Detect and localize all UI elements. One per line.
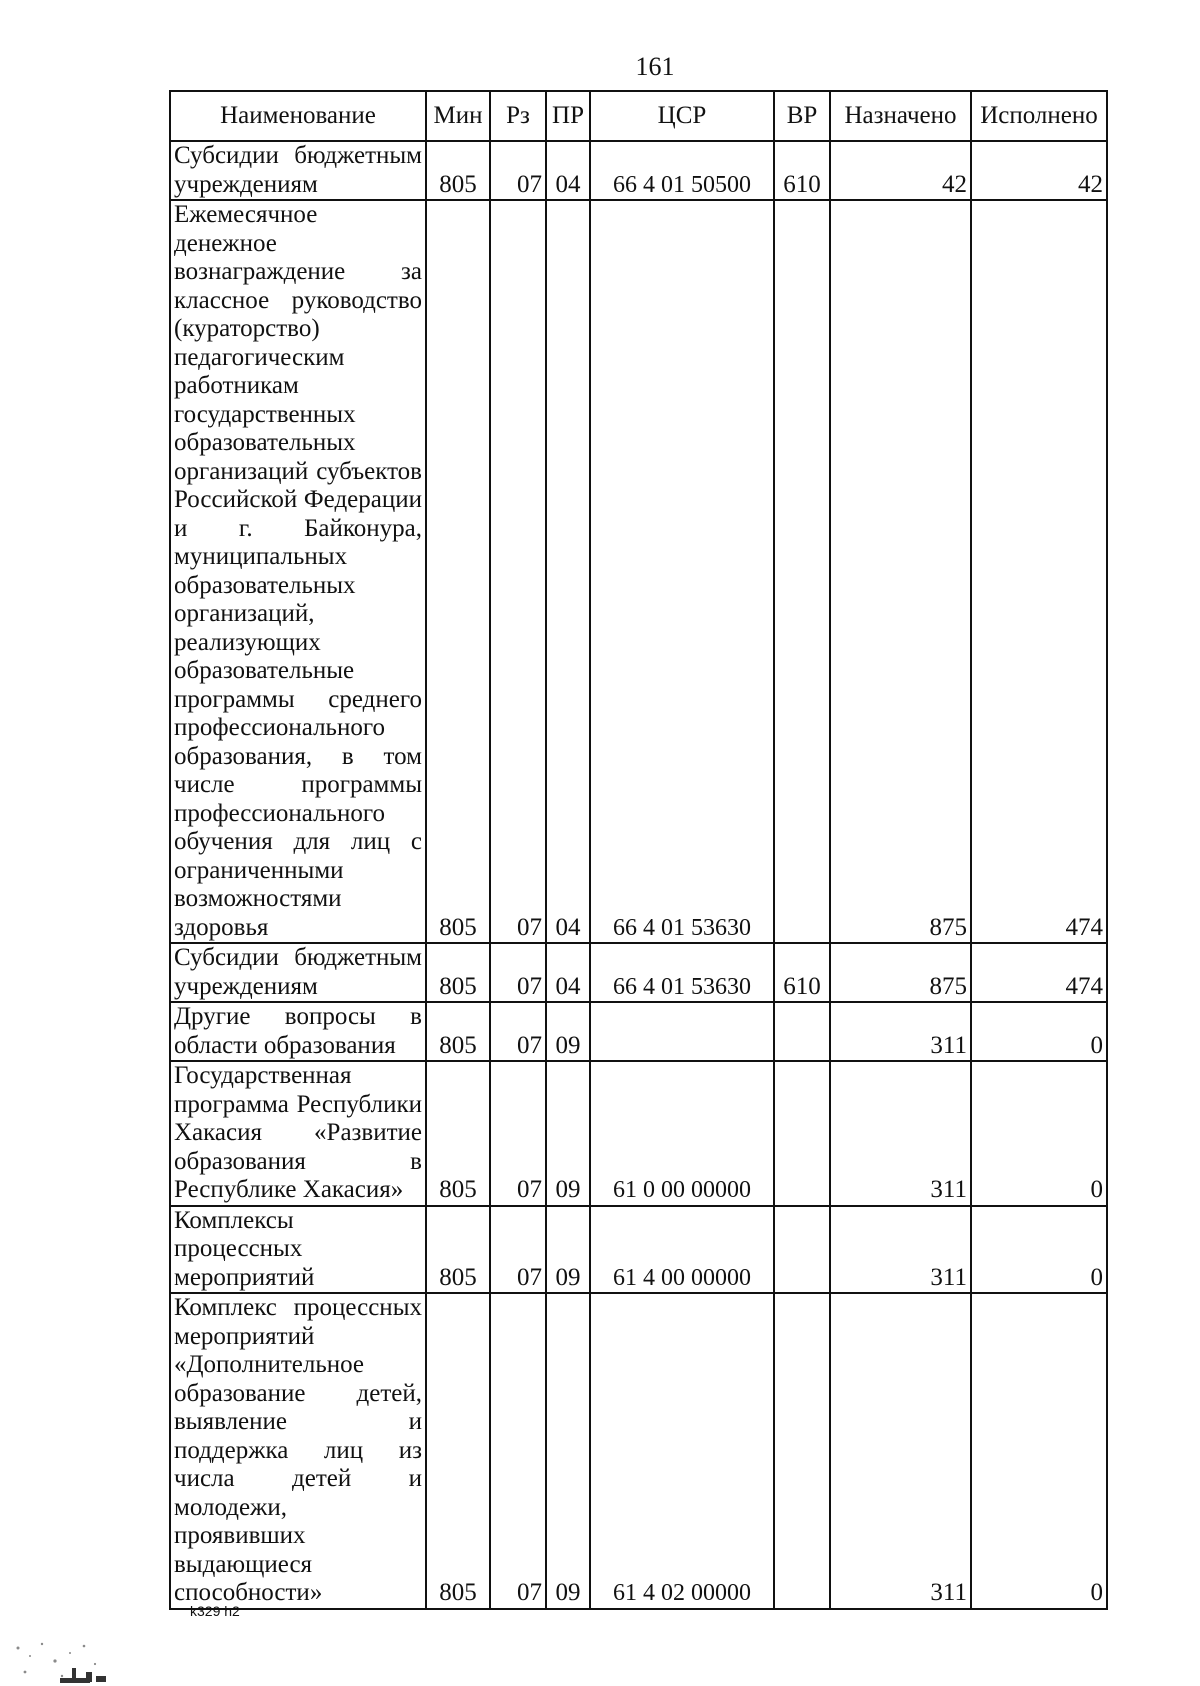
row-pr: 04 [546,943,590,1002]
row-pr: 09 [546,1206,590,1294]
row-vr: 610 [774,943,830,1002]
row-name: Комплексы процессных мероприятий [170,1206,426,1294]
row-pr: 09 [546,1061,590,1206]
row-executed: 42 [971,141,1107,200]
row-vr [774,1061,830,1206]
row-csr: 61 4 00 00000 [590,1206,774,1294]
row-vr: 610 [774,141,830,200]
table-row [170,200,1107,943]
row-assigned: 311 [830,1002,971,1061]
row-pr: 09 [546,1293,590,1609]
row-min: 805 [426,1061,490,1206]
row-pr: 04 [546,200,590,943]
header-executed: Исполнено [971,91,1107,141]
row-csr [590,1002,774,1061]
row-vr [774,200,830,943]
table-row [170,141,1107,200]
table-row [170,1061,1107,1206]
row-assigned: 42 [830,141,971,200]
row-name: Другие вопросы в области образования [170,1002,426,1061]
header-csr: ЦСР [590,91,774,141]
page-number: 161 [635,52,675,81]
row-assigned: 311 [830,1061,971,1206]
row-rz: 07 [490,1061,546,1206]
table-row [170,943,1107,1002]
row-rz: 07 [490,141,546,200]
row-name: Субсидии бюджетным учреждениям [170,943,426,1002]
row-name: Субсидии бюджетным учреждениям [170,141,426,200]
row-csr: 66 4 01 50500 [590,141,774,200]
row-csr: 61 4 02 00000 [590,1293,774,1609]
row-executed: 0 [971,1002,1107,1061]
header-name: Наименование [170,91,426,141]
table-row [170,1293,1107,1609]
row-min: 805 [426,141,490,200]
row-rz: 07 [490,200,546,943]
table-row [170,1206,1107,1294]
footer-code: k329 h2 [190,1603,240,1619]
table-header-row [170,91,1107,141]
row-executed: 474 [971,943,1107,1002]
row-csr: 66 4 01 53630 [590,943,774,1002]
row-executed: 0 [971,1206,1107,1294]
row-rz: 07 [490,1293,546,1609]
row-executed: 0 [971,1293,1107,1609]
row-executed: 0 [971,1061,1107,1206]
row-assigned: 311 [830,1293,971,1609]
row-min: 805 [426,200,490,943]
header-pr: ПР [546,91,590,141]
header-assigned: Назначено [830,91,971,141]
row-rz: 07 [490,1002,546,1061]
scan-noise-mark [0,1606,120,1686]
row-assigned: 311 [830,1206,971,1294]
row-rz: 07 [490,1206,546,1294]
table-row [170,1002,1107,1061]
row-name: Ежемесячное денежное вознаграждение за классное руководство (кураторство) педагогическим работникам государственных образовательных организаций субъектов Российской Федерации и г. Байконура, муниципальных образовательных организаций, реализующих образовательные программы среднего профессионального образования, в том числе программы профессионального обучения для лиц с ограниченными возможностями здоровья [170,200,426,943]
row-vr [774,1002,830,1061]
row-min: 805 [426,1002,490,1061]
budget-table [169,90,1108,1610]
row-assigned: 875 [830,943,971,1002]
row-executed: 474 [971,200,1107,943]
header-min: Мин [426,91,490,141]
row-csr: 66 4 01 53630 [590,200,774,943]
header-rz: Рз [490,91,546,141]
row-rz: 07 [490,943,546,1002]
row-name: Государственная программа Республики Хакасия «Развитие образования в Республике Хакасия» [170,1061,426,1206]
row-vr [774,1293,830,1609]
row-pr: 09 [546,1002,590,1061]
row-name: Комплекс процессных мероприятий «Дополнительное образование детей, выявление и поддержка лиц из числа детей и молодежи, проявивших выдающиеся способности» [170,1293,426,1609]
row-min: 805 [426,943,490,1002]
row-min: 805 [426,1293,490,1609]
row-pr: 04 [546,141,590,200]
row-min: 805 [426,1206,490,1294]
row-vr [774,1206,830,1294]
header-vr: ВР [774,91,830,141]
row-assigned: 875 [830,200,971,943]
row-csr: 61 0 00 00000 [590,1061,774,1206]
